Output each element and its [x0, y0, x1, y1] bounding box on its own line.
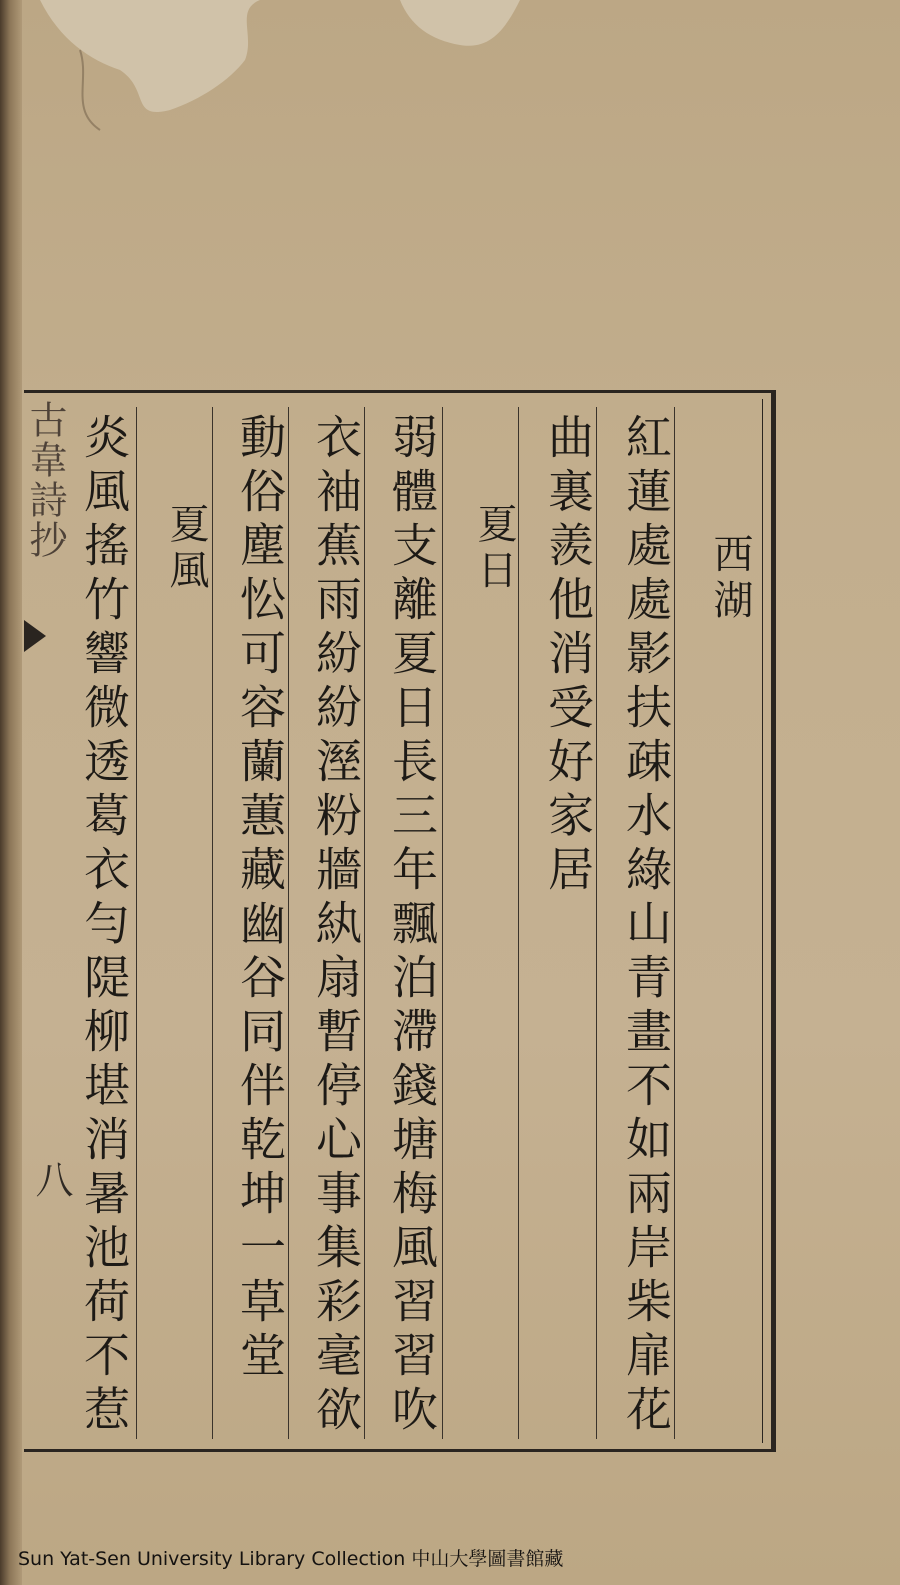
verse-line: 衣袖蕉雨紛紛溼粉牆紈扇暫停心事集彩毫欲: [309, 413, 363, 1439]
column-verse: [372, 393, 440, 1449]
book-spine: [0, 0, 22, 1585]
column-rule: [136, 407, 137, 1439]
verse-line: 曲裏羨他消受好家居: [541, 413, 595, 899]
frame-inner-rule: [762, 399, 763, 1443]
library-credit: Sun Yat-Sen University Library Collection 中山大學圖書館藏: [18, 1548, 564, 1570]
paper-damage: [30, 0, 550, 150]
column-title-xihu: [686, 393, 754, 1449]
poem-title: 夏風: [163, 503, 209, 595]
column-verse: [64, 393, 132, 1449]
column-verse: [296, 393, 364, 1449]
poem-title: 西湖: [707, 533, 753, 625]
poem-title: 夏日: [471, 503, 517, 595]
column-title-xiari: [450, 393, 518, 1449]
verse-line: 炎風搖竹響微透葛衣勻隄柳堪消暑池荷不惹: [77, 413, 131, 1439]
text-frame: [24, 390, 776, 1452]
column-title-xiafeng: [142, 393, 210, 1449]
verse-line: 弱體支離夏日長三年飄泊滯錢塘梅風習習吹: [385, 413, 439, 1439]
column-verse: [606, 393, 674, 1449]
page-number: 八: [29, 1160, 73, 1198]
verse-line: 紅蓮處處影扶疎水綠山青畫不如兩岸柴扉花: [619, 413, 673, 1439]
column-verse: [220, 393, 288, 1449]
column-rule: [442, 407, 443, 1439]
edge-book-title: 古韋詩抄: [23, 400, 67, 560]
verse-line: 動俗塵忪可容蘭蕙藏幽谷同伴乾坤一草堂: [233, 413, 287, 1385]
column-verse: [528, 393, 596, 1449]
